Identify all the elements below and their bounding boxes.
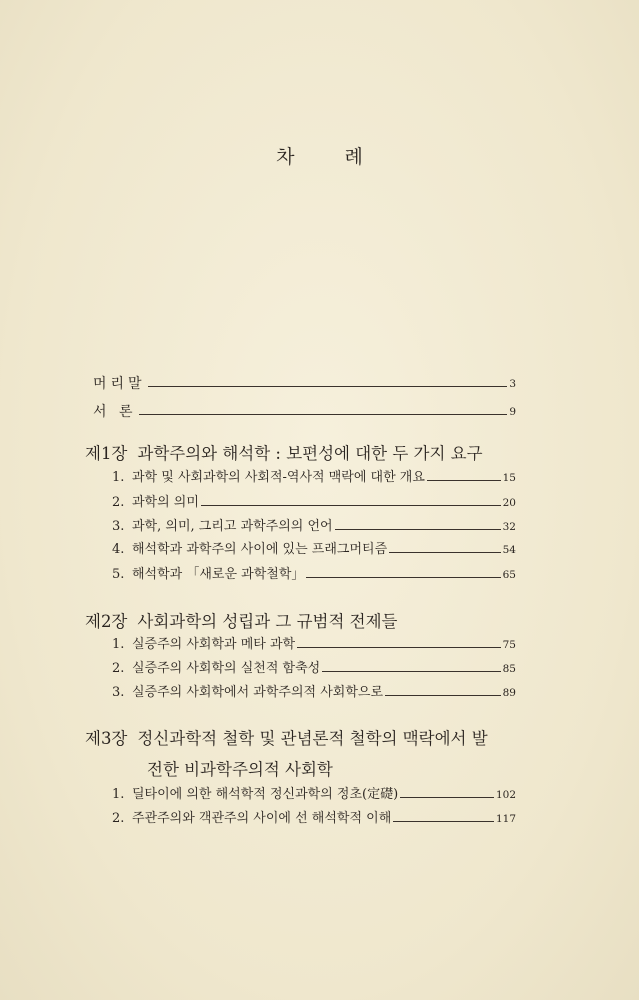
chapter-number: 제1장 [85,444,128,463]
section-title: 해석학과 과학주의 사이에 있는 프래그머티즘 [132,542,388,557]
section-label [112,685,383,701]
section-label [112,637,295,653]
section-label [112,542,387,558]
section-title: 실증주의 사회학과 메타 과학 [132,637,296,652]
section-title: 과학의 의미 [132,495,199,510]
leader-line [297,647,501,648]
page-number: 102 [495,789,516,801]
page-number: 65 [502,569,516,581]
page-number: 117 [495,813,516,825]
section-label [112,567,304,583]
section-label [112,495,199,511]
chapter-number: 제2장 [85,612,128,631]
chapter-heading-1[interactable] [85,440,525,464]
chapter-title-continuation: 전한 비과학주의적 사회학 [147,760,333,779]
section-number: 2. [112,495,125,510]
section-number: 4. [112,542,125,557]
chapter-title: 과학주의와 해석학 : 보편성에 대한 두 가지 요구 [137,444,483,463]
toc-section[interactable] [112,637,516,653]
section-title: 과학 및 사회과학의 사회적-역사적 맥락에 대한 개요 [132,470,425,485]
leader-line [148,386,508,387]
toc-entry-preface[interactable] [93,376,516,392]
section-label [112,470,425,486]
page-number: 3 [509,378,516,390]
page-number: 89 [502,687,516,699]
section-number: 2. [112,661,125,676]
section-number: 5. [112,567,125,582]
toc-section[interactable] [112,661,516,677]
toc-section[interactable] [112,811,516,827]
leader-line [427,480,501,481]
section-title: 해석학과 「새로운 과학철학」 [132,567,305,582]
toc-section[interactable] [112,567,516,583]
entry-label: 서 론 [93,404,137,420]
leader-line [306,577,500,578]
section-label [112,519,333,535]
page-number: 85 [502,663,516,675]
section-label [112,811,391,827]
section-number: 2. [112,811,125,826]
toc-section[interactable] [112,519,516,535]
toc-section[interactable] [112,470,516,486]
leader-line [385,695,501,696]
toc-section[interactable] [112,685,516,701]
leader-line [322,671,500,672]
leader-line [335,529,501,530]
section-title: 실증주의 사회학의 실천적 함축성 [132,661,321,676]
section-number: 1. [112,637,125,652]
chapter-heading-3[interactable] [85,725,525,749]
section-number: 1. [112,470,125,485]
section-title: 실증주의 사회학에서 과학주의적 사회학으로 [132,685,383,700]
section-label [112,661,320,677]
section-title: 딜타이에 의한 해석학적 정신과학의 정초(定礎) [132,787,399,802]
leader-line [400,797,494,798]
section-number: 3. [112,519,125,534]
leader-line [389,552,500,553]
section-number: 1. [112,787,125,802]
leader-line [393,821,494,822]
section-label [112,787,398,803]
toc-section[interactable] [112,787,516,803]
entry-label: 머리말 [93,376,146,392]
chapter-title: 정신과학적 철학 및 관념론적 철학의 맥락에서 발 [137,729,488,748]
toc-section[interactable] [112,542,516,558]
page-number: 32 [502,521,516,533]
toc-entry-introduction[interactable] [93,404,516,420]
page-title: 차 례 [276,146,385,168]
page-number: 20 [502,497,516,509]
page-number: 75 [502,639,516,651]
section-title: 과학, 의미, 그리고 과학주의의 언어 [132,519,333,534]
chapter-heading-2[interactable] [85,608,525,632]
page-number: 9 [509,406,516,418]
page-number: 15 [502,472,516,484]
leader-line [139,414,508,415]
section-number: 3. [112,685,125,700]
leader-line [201,505,501,506]
chapter-title: 사회과학의 성립과 그 규범적 전제들 [137,612,398,631]
chapter-number: 제3장 [85,729,128,748]
section-title: 주관주의와 객관주의 사이에 선 해석학적 이해 [132,811,392,826]
page-number: 54 [502,544,516,556]
toc-section[interactable] [112,495,516,511]
